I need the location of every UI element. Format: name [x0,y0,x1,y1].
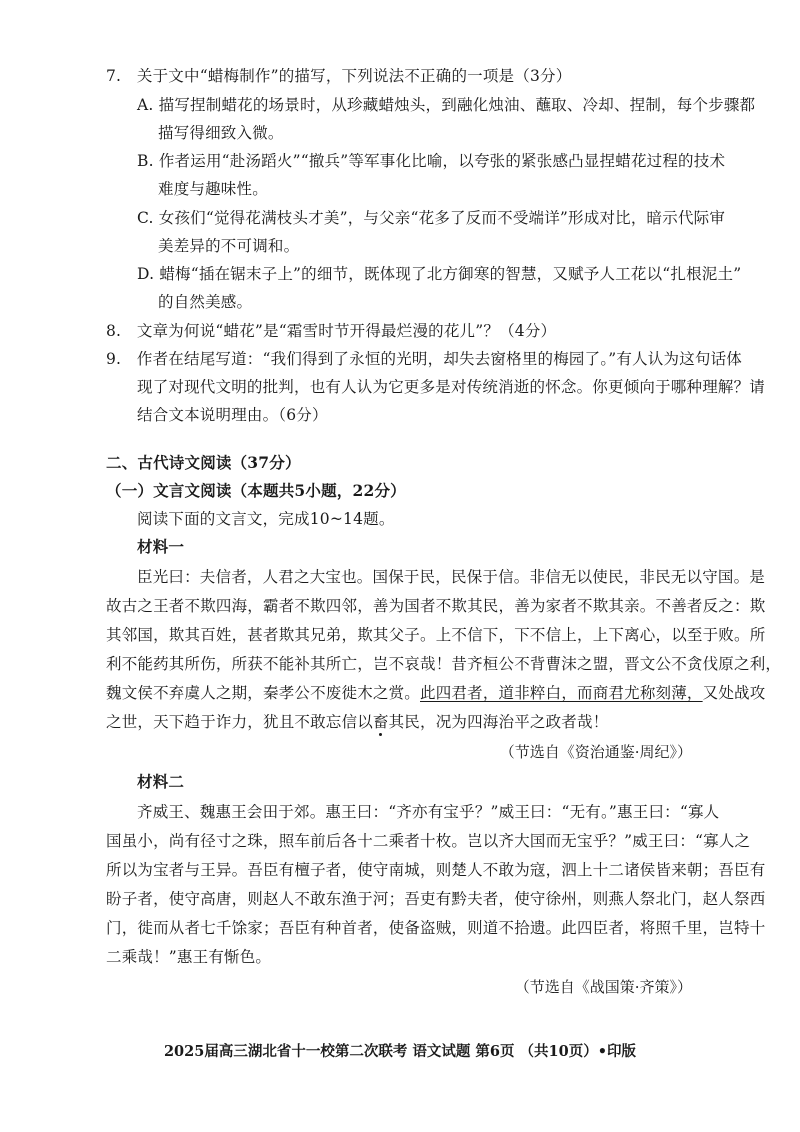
material-2-line5: 门，徙而从者七千馀家；吾臣有种首者，使备盗贼，则道不拾遗。此四臣者，将照千里，岂特十 [106,919,766,937]
q7-option-b-line1: B. 作者运用“赴汤蹈火”“撤兵”等军事化比喻，以夸张的紧张感凸显捏蜡花过程的技术 [137,152,726,170]
material-2-label: 材料二 [137,772,185,791]
underlined-sentence: 此四君者，道非粹白，而商君尤称刻薄， [420,684,703,702]
question-8: 8. 文章为何说“蜡花”是“霜雪时节开得最烂漫的花儿”？（4分） [106,322,557,340]
material-1-label: 材料一 [137,537,185,556]
question-7-stem: 7. 关于文中“蜡梅制作”的描写，下列说法不正确的一项是（3分） [106,67,572,85]
material-1-line1: 臣光曰：夫信者，人君之大宝也。国保于民，民保于信。非信无以使民，非民无以守国。是 [137,568,766,586]
q7-option-a-line2: 描写得细致入微。 [158,124,284,142]
material-2-line2: 国虽小，尚有径寸之珠，照车前后各十二乘者十枚。岂以齐大国而无宝乎？”威王曰：“寡人之 [106,832,751,850]
question-9-line3: 结合文本说明理由。（6分） [137,406,328,424]
material-2-line3: 所以为宝者与王异。吾臣有檀子者，使守南城，则楚人不敢为寇，泗上十二诸侯皆来朝；吾臣有 [106,861,766,879]
q7-option-b-line2: 难度与趣味性。 [158,180,268,198]
material-2-line6: 二乘哉！”惠王有惭色。 [106,948,272,966]
material-1-source: （节选自《资治通鉴·周纪》） [499,743,692,761]
q7-option-d-line2: 的自然美感。 [158,293,253,311]
material-1-line5: 魏文侯不弃虞人之期，秦孝公不废徙木之赏。此四君者，道非粹白，而商君尤称刻薄，又处战攻 [106,684,766,702]
question-9-line1: 9. 作者在结尾写道：“我们得到了永恒的光明，却失去窗格里的梅园了。”有人认为这句话体 [106,350,742,368]
material-2-source: （节选自《战国策·齐策》） [514,978,692,996]
q7-option-c-line1: C. 女孩们“觉得花满枝头才美”，与父亲“花多了反而不受端详”形成对比，暗示代际审 [137,209,726,227]
material-1-line3: 其邻国，欺其百姓，甚者欺其兄弟，欺其父子。上不信下，下不信上，上下离心，以至于败。所 [106,626,766,644]
subsection-title: （一）文言文阅读（本题共5小题，22分） [106,481,406,500]
reading-instruction: 阅读下面的文言文，完成10~14题。 [137,510,395,528]
material-1-line2: 故古之王者不欺四海，霸者不欺四邻，善为国者不欺其民，善为家者不欺其亲。不善者反之：欺 [106,597,766,615]
page-footer: 2025届高三湖北省十一校第二次联考 语文试题 第6页 （共10页）•印版 [163,1043,637,1060]
emphasis-dotted-char: 畜 [372,713,389,731]
material-2-line1: 齐威王、魏惠王会田于郊。惠王曰：“齐亦有宝乎？”威王曰：“无有。”惠王曰：“寡人 [137,803,720,821]
section-title: 二、古代诗文阅读（37分） [106,453,301,472]
material-2-line4: 盼子者，使守高唐，则赵人不敢东渔于河；吾吏有黔夫者，使守徐州，则燕人祭北门，赵人祭西 [106,890,766,908]
q7-option-d-line1: D. 蜡梅“插在锯末子上”的细节，既体现了北方御寒的智慧，又赋予人工花以“扎根泥土” [137,265,742,283]
material-1-line6: 之世，天下趋于诈力，犹且不敢忘信以畜其民，况为四海治平之政者哉！ [106,713,609,731]
q7-option-c-line2: 美差异的不可调和。 [158,237,300,255]
q7-option-a-line1: A. 描写捏制蜡花的场景时，从珍藏蜡烛头，到融化烛油、蘸取、冷却、捏制，每个步骤都 [137,96,756,114]
question-9-line2: 现了对现代文明的批判，也有人认为它更多是对传统消逝的怀念。你更倾向于哪种理解？请 [137,378,766,396]
material-1-line4: 利不能药其所伤，所获不能补其所亡，岂不哀哉！昔齐桓公不背曹沫之盟，晋文公不贪伐原之利， [106,655,782,673]
